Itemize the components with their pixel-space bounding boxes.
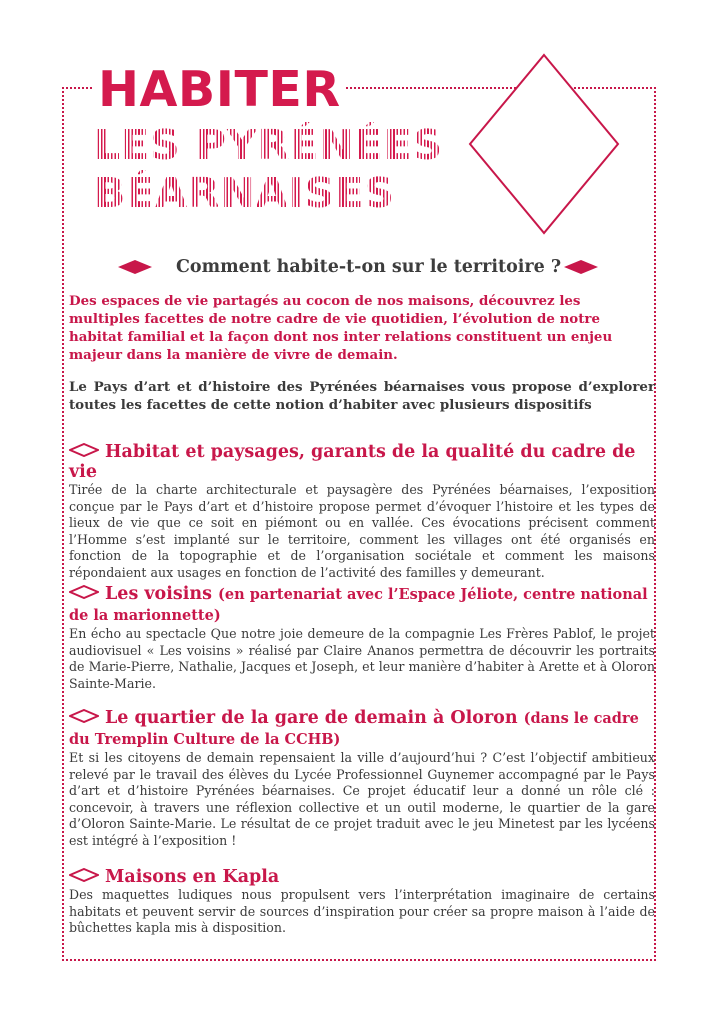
question-row xyxy=(118,256,598,278)
section-title xyxy=(69,867,655,887)
diamond-outline-icon xyxy=(69,709,99,723)
section-voisins xyxy=(69,584,655,692)
section-quartier-gare xyxy=(69,708,655,850)
diamond-outline-icon xyxy=(69,443,99,457)
section-title-text: Les voisins xyxy=(105,584,212,604)
page-title: HABITER xyxy=(94,62,345,118)
section-body: Tirée de la charte architecturale et paysagère des Pyrénées béarnaises, l’exposition conçue par le Pays d’art et d’histoire propose permet d’évoquer l’histoire et les types de lieux de vie que ce soit en piémont ou en vallée. Ces évocations précisent comment l’Homme s’est implanté sur le territoire, comment les villages ont été organisés en fonction de la topographie et de l’organisation sociétale et comment les maisons répondaient aux usages en fonction de l’activité des familles y demeurant. xyxy=(69,482,655,580)
question-heading: Comment habite-t-on sur le territoire ? xyxy=(176,257,562,277)
filled-diamond-icon xyxy=(564,260,598,274)
section-kapla xyxy=(69,867,655,937)
section-subtitle: (en partenariat avec l’Espace Jéliote, centre national de la marionnette) xyxy=(69,586,648,624)
section-body: En écho au spectacle Que notre joie demeure de la compagnie Les Frères Pablof, le projet audiovisuel « Les voisins » réalisé par Claire Ananos permettra de découvrir les portraits de Marie-Pierre, Nathalie, Jacques et Joseph, et leur manière d’habiter à Arette et à Oloron Sainte-Marie. xyxy=(69,626,655,691)
section-body: Et si les citoyens de demain repensaient la ville d’aujourd’hui ? C’est l’objectif ambitieux relevé par le travail des élèves du Lycée Professionnel Guynemer accompagné par le Pays d’art et d’histoire Pyrénées béarnaises. Ce projet éducatif leur a donné un rôle clé : concevoir, à travers une réflexion collective et un outil moderne, le quartier de la gare d’Oloron Sainte-Marie. Le résultat de ce projet traduit avec le jeu Minetest par les lycéens est intégré à l’exposition ! xyxy=(69,750,655,848)
intro-highlight: Des espaces de vie partagés au cocon de nos maisons, découvrez les multiples facettes de notre cadre de vie quotidien, l’évolution de notre habitat familial et la façon dont nos inter relations constituent un enjeu majeur dans la manière de vivre de demain. xyxy=(69,293,613,363)
diamond-outline-icon xyxy=(69,868,99,882)
filled-diamond-icon xyxy=(118,260,152,274)
section-title-text: Le quartier de la gare de demain à Oloron xyxy=(105,708,518,728)
section-title-text: Habitat et paysages, garants de la qualité du cadre de vie xyxy=(69,442,636,482)
section-body: Des maquettes ludiques nous propulsent vers l’interprétation imaginaire de certains habitats et peuvent servir de sources d’inspiration pour créer sa propre maison à l’aide de bûchettes kapla mis à disposition. xyxy=(69,887,655,936)
section-habitat xyxy=(69,442,655,582)
section-title xyxy=(69,708,655,750)
intro-body: Le Pays d’art et d’histoire des Pyrénées béarnaises vous propose d’explorer toutes les facettes de cette notion d’habiter avec plusieurs dispositifs xyxy=(69,379,655,413)
diamond-outline-icon xyxy=(468,53,620,235)
section-title xyxy=(69,442,655,482)
diamond-outline-icon xyxy=(69,585,99,599)
section-subtitle: (dans le cadre du Tremplin Culture de la CCHB) xyxy=(69,710,639,748)
section-title-text: Maisons en Kapla xyxy=(105,867,280,887)
title-line-2: LES PYRÉNÉES xyxy=(94,121,444,169)
title-line-3: BÉARNAISES xyxy=(94,169,395,217)
section-title xyxy=(69,584,655,626)
